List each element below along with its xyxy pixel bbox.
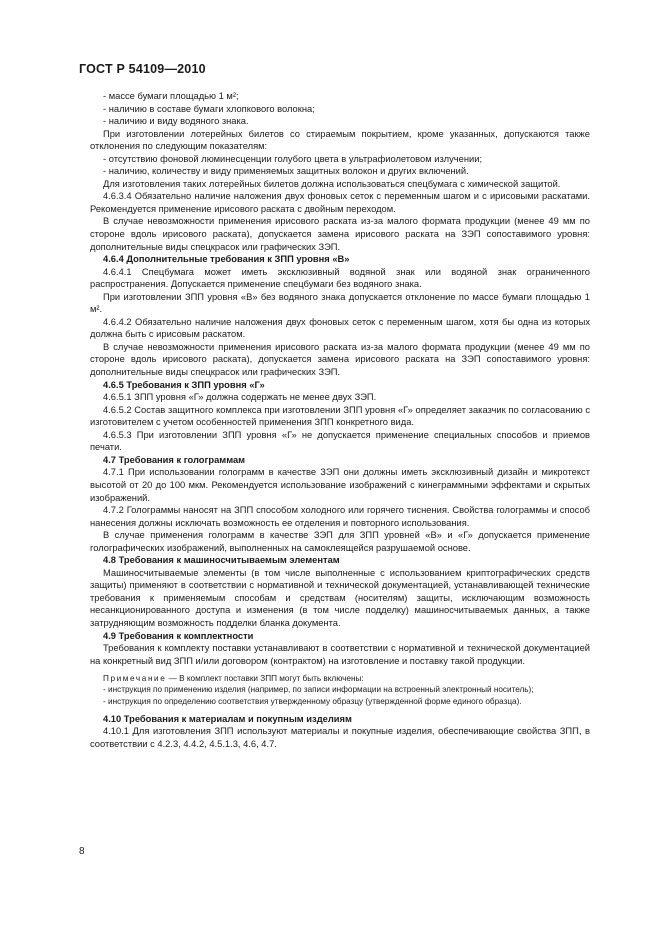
section-heading-4-7: 4.7 Требования к голограммам bbox=[103, 454, 246, 465]
section-heading-4-6-4: 4.6.4 Дополнительные требования к ЗПП уровня «В» bbox=[103, 254, 350, 265]
note-text: — В комплект поставки ЗПП могут быть включены: bbox=[166, 674, 364, 684]
standard-header: ГОСТ Р 54109—2010 bbox=[79, 62, 206, 76]
list-item: - наличию, количеству и виду применяемых защитных волокон и других включений. bbox=[103, 166, 469, 177]
section-heading-4-6-5: 4.6.5 Требования к ЗПП уровня «Г» bbox=[103, 379, 265, 390]
list-item: - наличию в составе бумаги хлопкового волокна; bbox=[103, 103, 315, 114]
paragraph: Требования к комплекту поставки устанавливают в соответствии с нормативной и технической документацией на конкретный вид ЗПП и/или договором (контрактом) на изготовление и поставку такой продукции. bbox=[90, 643, 590, 666]
page-body bbox=[90, 90, 590, 750]
paragraph: В случае невозможности применения ирисового раската из-за малого формата продукции (менее 49 мм по стороне вдоль ирисового раската), допускается замена ирисового раската на ЗЭП сопоставимого уровня: дополнительные виды спецкрасок или графических ЗЭП. bbox=[90, 341, 590, 378]
clause-4-7-2: 4.7.2 Голограммы наносят на ЗПП способом холодного или горячего тиснения. Свойства голограммы и способ нанесения должны исключать возможность ее отделения и повторного использования. bbox=[90, 505, 590, 528]
paragraph: При изготовлении ЗПП уровня «В» без водяного знака допускается отклонение по массе бумаги площадью 1 м². bbox=[90, 291, 590, 315]
clause-4-6-4-2: 4.6.4.2 Обязательно наличие наложения двух фоновых сеток с переменным шагом, хотя бы одна из которых должна быть с ирисовым раскатом. bbox=[90, 316, 590, 340]
list-item: - наличию и виду водяного знака. bbox=[103, 116, 249, 127]
paragraph: Для изготовления таких лотерейных билетов должна использоваться спецбумага с химической защитой. bbox=[103, 178, 561, 189]
section-heading-4-8: 4.8 Требования к машиносчитываемым элементам bbox=[103, 555, 340, 566]
clause-4-10-1: 4.10.1 Для изготовления ЗПП используют материалы и покупные изделия, обеспечивающие свойства ЗПП, в соответствии с 4.2.3, 4.4.2, 4.5.1.3, 4.6, 4.7. bbox=[90, 726, 590, 749]
list-item: - массе бумаги площадью 1 м²; bbox=[103, 91, 239, 101]
page-number: 8 bbox=[79, 846, 85, 857]
note-item: - инструкция по определению соответствия утвержденному образцу (утвержденной форме единого образца). bbox=[103, 696, 522, 706]
clause-4-6-5-1: 4.6.5.1 ЗПП уровня «Г» должна содержать не менее двух ЗЭП. bbox=[103, 392, 377, 403]
paragraph: В случае применения голограмм в качестве ЗЭП для ЗПП уровней «В» и «Г» допускается применение голографических изображений, выполненных на самоклеящейся разрушаемой основе. bbox=[90, 530, 590, 553]
note-label: Примечание bbox=[103, 674, 167, 684]
note-item: - инструкция по применению изделия (например, по записи информации на встроенный электронный носитель); bbox=[103, 685, 534, 695]
clause-4-7-1: 4.7.1 При использовании голограмм в качестве ЗЭП они должны иметь эксклюзивный дизайн и микротекст высотой от 20 до 100 мкм. Рекомендуется использование изображений с кинеграммными эффектами и скрытых изображений. bbox=[90, 467, 590, 503]
clause-4-6-5-2: 4.6.5.2 Состав защитного комплекса при изготовлении ЗПП уровня «Г» определяет заказчик по согласованию с изготовителем с учетом особенностей применения ЗПП конкретного вида. bbox=[90, 404, 590, 428]
clause-4-6-3-4: 4.6.3.4 Обязательно наличие наложения двух фоновых сеток с переменным шагом и с ирисовыми раскатами. Рекомендуется применение ирисового раската с двойным переходом. bbox=[90, 191, 590, 214]
paragraph: При изготовлении лотерейных билетов со стираемым покрытием, кроме указанных, допускаются также отклонения по следующим показателям: bbox=[90, 128, 590, 152]
paragraph: Машиносчитываемые элементы (в том числе выполненные с использованием криптографических средств защиты) применяют в соответствии с нормативной и технической документацией, устанавливающей технические требования к применяемым способам и средствам (носителям) защиты, исключающим возможность несанкционированного доступа и изменения (в том числе подделку) машиносчитываемых данных, а также затрудняющим возможность подделки бланка документа. bbox=[90, 567, 590, 628]
section-heading-4-10: 4.10 Требования к материалам и покупным изделиям bbox=[103, 713, 352, 724]
clause-4-6-5-3: 4.6.5.3 При изготовлении ЗПП уровня «Г» не допускается применение специальных способов и приемов печати. bbox=[90, 429, 590, 453]
note bbox=[90, 673, 590, 684]
paragraph: В случае невозможности применения ирисового раската из-за малого формата продукции (менее 49 мм по стороне вдоль ирисового раската), допускается замена ирисового раската на ЗЭП сопоставимого уровня: дополнительные виды спецкрасок или графических ЗЭП. bbox=[90, 216, 590, 252]
section-heading-4-9: 4.9 Требования к комплектности bbox=[103, 630, 254, 641]
clause-4-6-4-1: 4.6.4.1 Спецбумага может иметь эксклюзивный водяной знак или водяной знак ограниченного распространения. Допускается применение спецбумаги без водяного знака. bbox=[90, 266, 590, 290]
list-item: - отсутствию фоновой люминесценции голубого цвета в ультрафиолетовом излучении; bbox=[103, 153, 483, 164]
